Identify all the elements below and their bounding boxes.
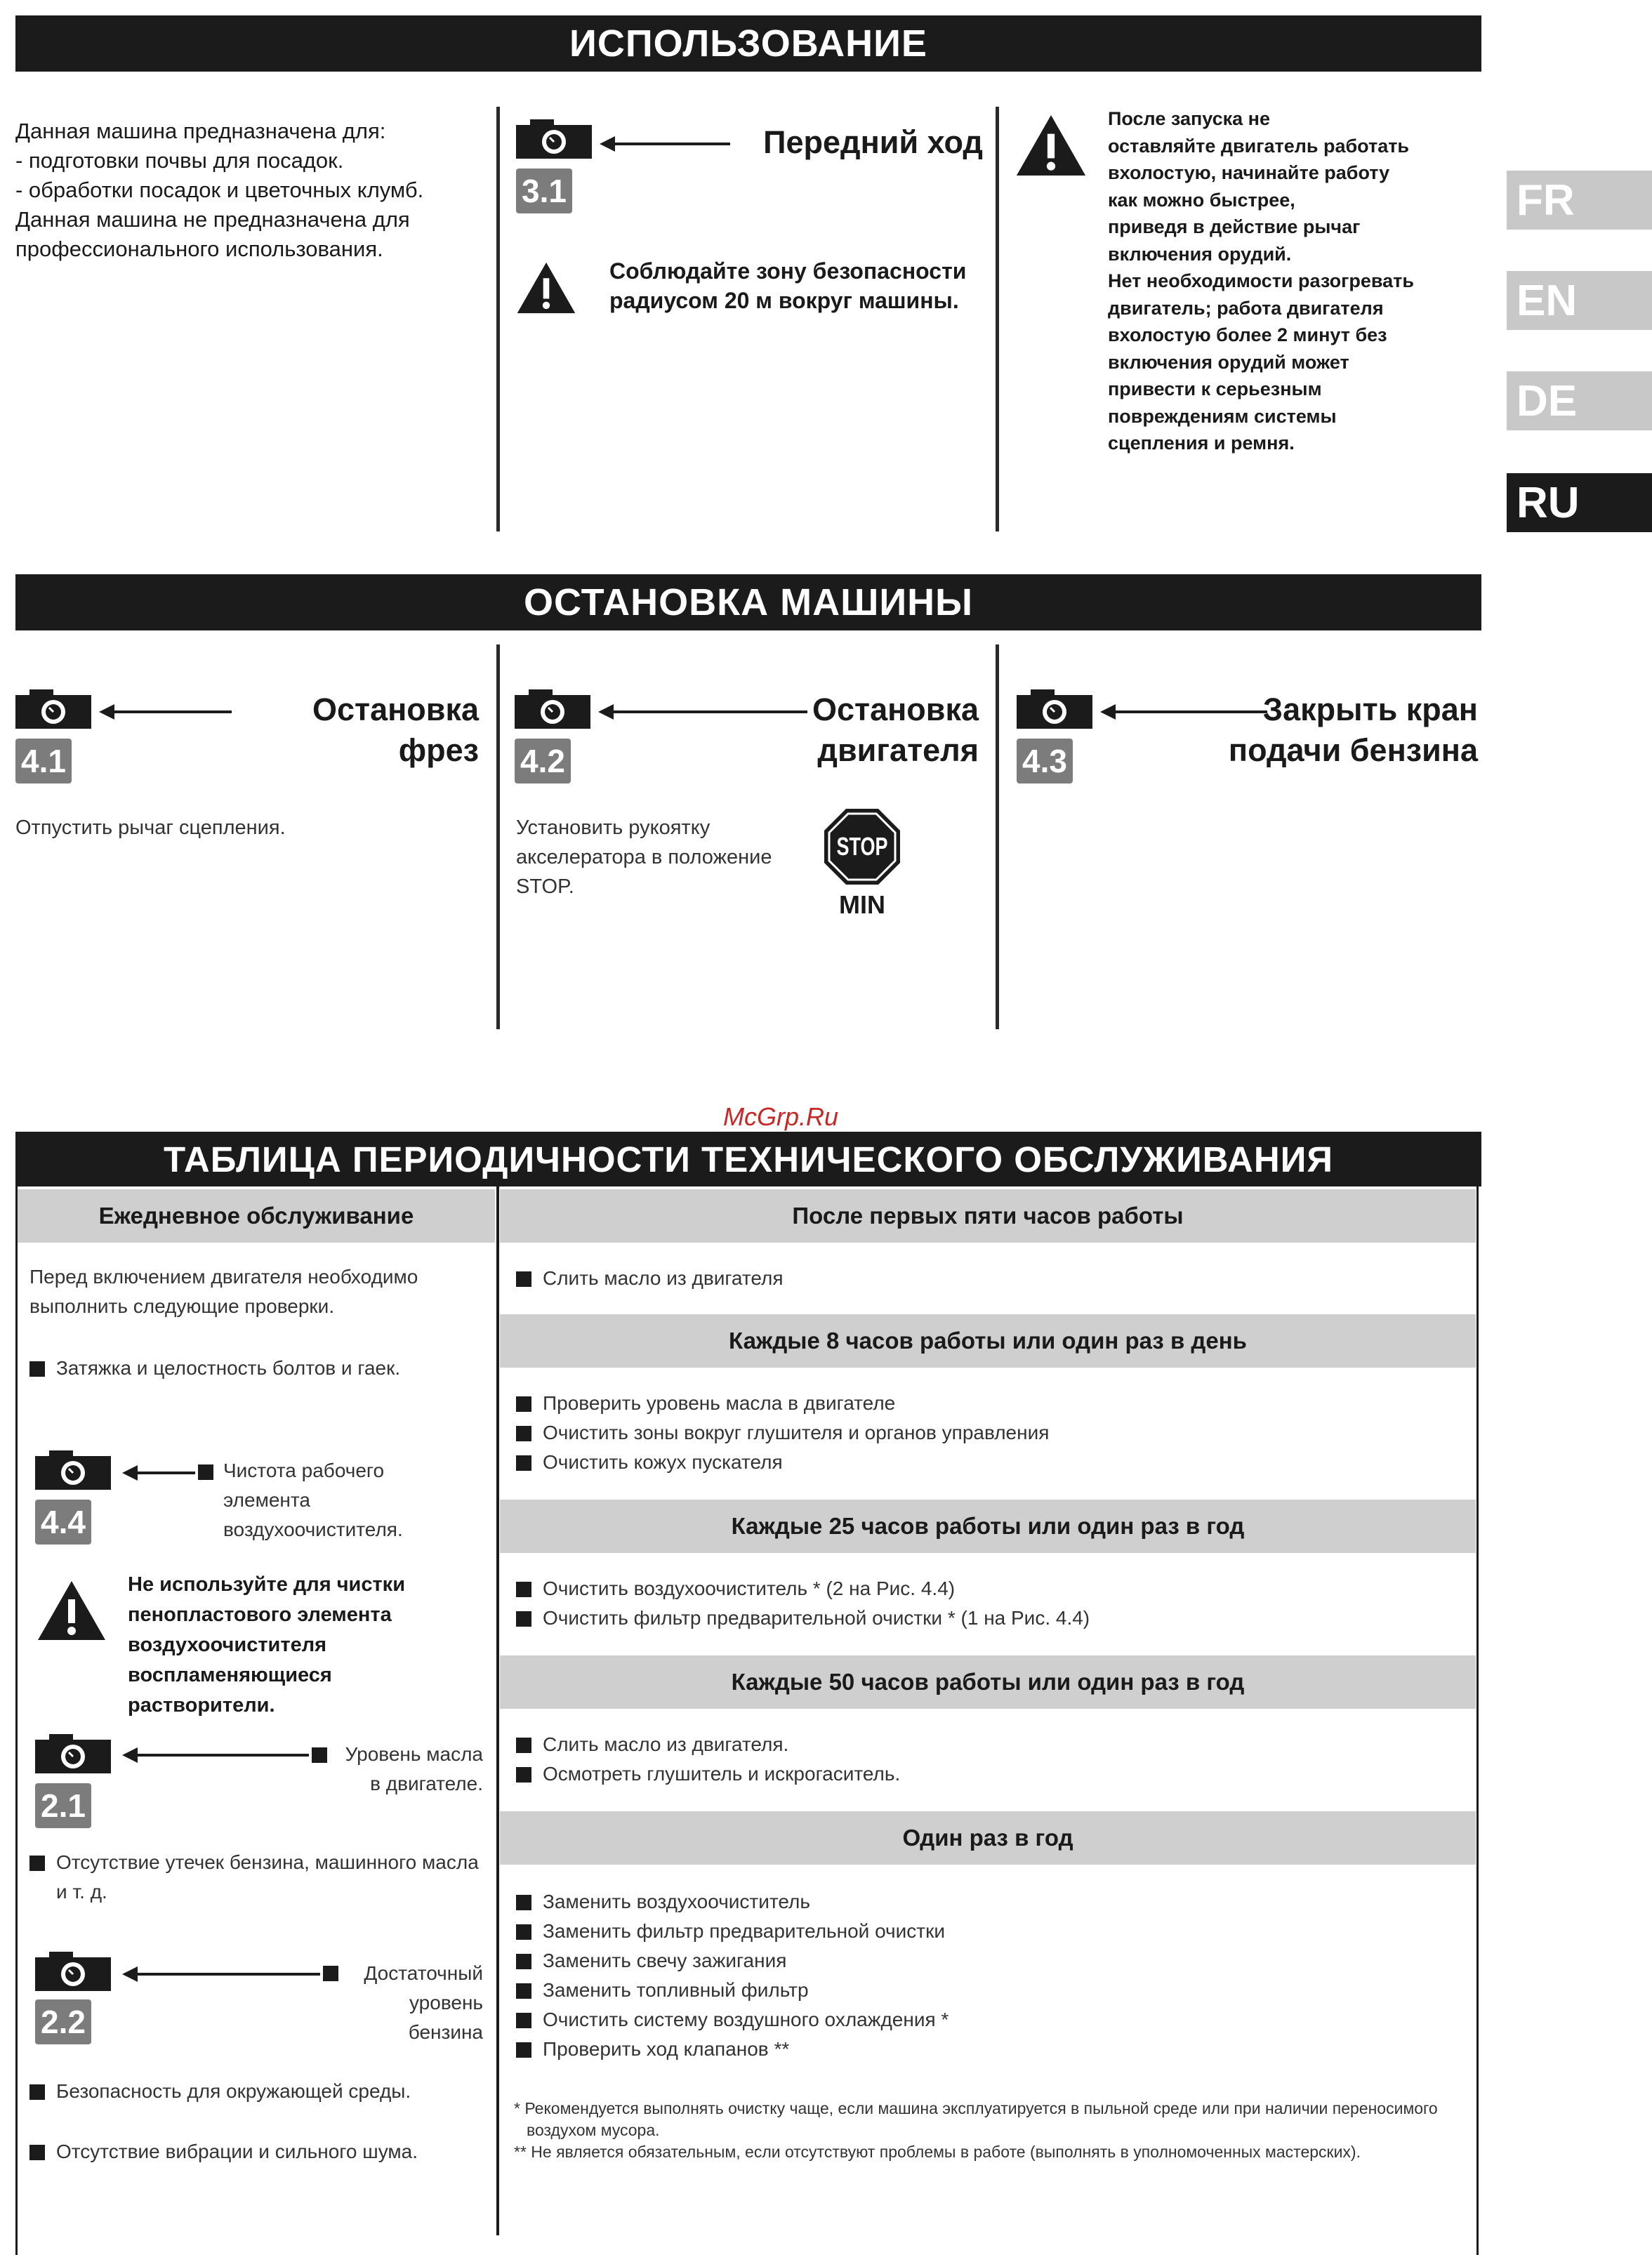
lang-tab-en[interactable]: EN (1507, 271, 1652, 330)
warning-text: После запуска не оставляйте двигатель работать вхолостую, начинайте работу как можно быстрее, приведя в действие рычаг включения орудий. Нет необходимости разогревать двигатель; работа двигателя вхолостую более 2 минут без включения орудий может привести к серьезным повреждениям системы сцепления и ремня. (1108, 108, 1414, 454)
period-items-8h: Проверить уровень масла в двигателе Очистить зоны вокруг глушителя и органов управления Очистить кожух пускателя (516, 1389, 1457, 1477)
ref-badge-2-2: 2.2 (35, 1999, 91, 2044)
camera-icon (35, 1734, 111, 1773)
fuel-level-label: Достаточный уровень бензина (364, 1962, 483, 2043)
usage-item: - обработки посадок и цветочных клумб. (15, 178, 424, 202)
table-column-divider (496, 1186, 499, 2235)
arrow-icon (102, 710, 232, 713)
daily-check-bolts: Затяжка и целостность болтов и гаек. (29, 1354, 486, 1383)
solvent-warning-text: Не используйте для чистки пенопластового элемента воздухоочистителя воспламеняющиеся растворители. (128, 1573, 406, 1717)
divider (996, 644, 999, 1029)
stop-sign-icon (823, 807, 901, 886)
period-header-8h: Каждые 8 часов работы или один раз в день (500, 1314, 1476, 1368)
ref-badge-2-1: 2.1 (35, 1783, 91, 1828)
camera-icon (35, 1450, 111, 1490)
ref-badge-4-1: 4.1 (15, 739, 72, 783)
ref-badge-4-3: 4.3 (1017, 739, 1073, 783)
period-items-50h: Слить масло из двигателя. Осмотреть глушитель и искрогаситель. (516, 1730, 1457, 1789)
usage-section-title: ИСПОЛЬЗОВАНИЕ (15, 15, 1481, 72)
lang-tab-ru[interactable]: RU (1507, 473, 1652, 532)
footnotes (514, 2098, 1441, 2163)
safety-zone-text: Соблюдайте зону безопасности радиусом 20 м вокруг машины. (609, 258, 967, 313)
camera-icon (1017, 689, 1092, 729)
period-header-50h: Каждые 50 часов работы или один раз в год (500, 1655, 1476, 1709)
oil-level-label: Уровень масла в двигателе. (345, 1743, 483, 1794)
divider (996, 107, 999, 531)
usage-item: - подготовки почвы для посадок. (15, 148, 344, 173)
arrow-icon (602, 143, 730, 145)
period-items-25h: Очистить воздухоочиститель * (2 на Рис. 4.4) Очистить фильтр предварительной очистки * (1 на Рис. 4.4) (516, 1574, 1457, 1633)
divider (496, 107, 500, 531)
footnote: * Рекомендуется выполнять очистку чаще, если машина эксплуатируется в пыльной среде или при наличии переносимого воздухом мусора. (514, 2099, 1438, 2139)
lang-tab-fr[interactable]: FR (1507, 171, 1652, 230)
ref-badge-4-2: 4.2 (515, 739, 571, 783)
ref-badge-3-1: 3.1 (516, 168, 572, 213)
ref-badge-4-4: 4.4 (35, 1500, 91, 1545)
daily-check-vibration: Отсутствие вибрации и сильного шума. (29, 2137, 486, 2167)
period-header-yearly: Один раз в год (500, 1811, 1476, 1865)
min-label: MIN (839, 890, 885, 919)
lang-tab-de[interactable]: DE (1507, 371, 1652, 430)
daily-check-environment: Безопасность для окружающей среды. (29, 2077, 486, 2106)
arrow-icon (125, 1472, 195, 1474)
daily-check-leaks: Отсутствие утечек бензина, машинного масла и т. д. (29, 1848, 479, 1907)
bullet-icon (198, 1464, 213, 1480)
maintenance-section-title: ТАБЛИЦА ПЕРИОДИЧНОСТИ ТЕХНИЧЕСКОГО ОБСЛУЖИВАНИЯ (15, 1132, 1481, 1186)
bullet-icon (312, 1747, 327, 1763)
arrow-icon (125, 1754, 309, 1757)
daily-header: Ежедневное обслуживание (18, 1189, 495, 1243)
stop-section-title: ОСТАНОВКА МАШИНЫ (15, 574, 1481, 630)
daily-intro: Перед включением двигателя необходимо выполнить следующие проверки. (29, 1266, 418, 1317)
warning-icon (37, 1580, 107, 1641)
aircleaner-check-label: Чистота рабочего элемента воздухоочистителя. (223, 1460, 403, 1540)
divider (496, 644, 500, 1029)
stop-cutters-label: Остановка фрез (312, 692, 479, 768)
camera-icon (515, 689, 590, 729)
stop-engine-text: Установить рукоятку акселератора в положение STOP. (516, 816, 772, 898)
usage-description (15, 117, 482, 264)
footnote: ** Не является обязательным, если отсутствуют проблемы в работе (выполнять в уполномоченных мастерских). (514, 2143, 1361, 2161)
stop-cutters-text: Отпустить рычаг сцепления. (15, 816, 286, 839)
camera-icon (35, 1952, 111, 1991)
warning-icon (516, 260, 576, 316)
watermark: McGrp.Ru (723, 1102, 839, 1131)
arrow-icon (125, 1973, 320, 1976)
stop-engine-label: Остановка двигателя (812, 692, 979, 768)
period-header-first5h: После первых пяти часов работы (500, 1189, 1476, 1243)
camera-icon (15, 689, 91, 729)
usage-intro: Данная машина предназначена для: (15, 119, 386, 143)
period-items-yearly: Заменить воздухоочиститель Заменить фильтр предварительной очистки Заменить свечу зажигания Заменить топливный фильтр Очистить систему воздушного охлаждения * Проверить ход клапанов ** (516, 1887, 1457, 2064)
arrow-icon (601, 710, 807, 713)
camera-icon (516, 119, 592, 159)
forward-label: Передний ход (763, 124, 983, 160)
period-items-first5h: Слить масло из двигателя (516, 1264, 1457, 1293)
period-header-25h: Каждые 25 часов работы или один раз в год (500, 1500, 1476, 1553)
stop-sign-text: STOP (836, 832, 888, 861)
usage-note: Данная машина не предназначена для профессионального использования. (15, 207, 410, 261)
warning-icon (1015, 114, 1088, 177)
close-fuel-label: Закрыть кран подачи бензина (1228, 692, 1478, 768)
